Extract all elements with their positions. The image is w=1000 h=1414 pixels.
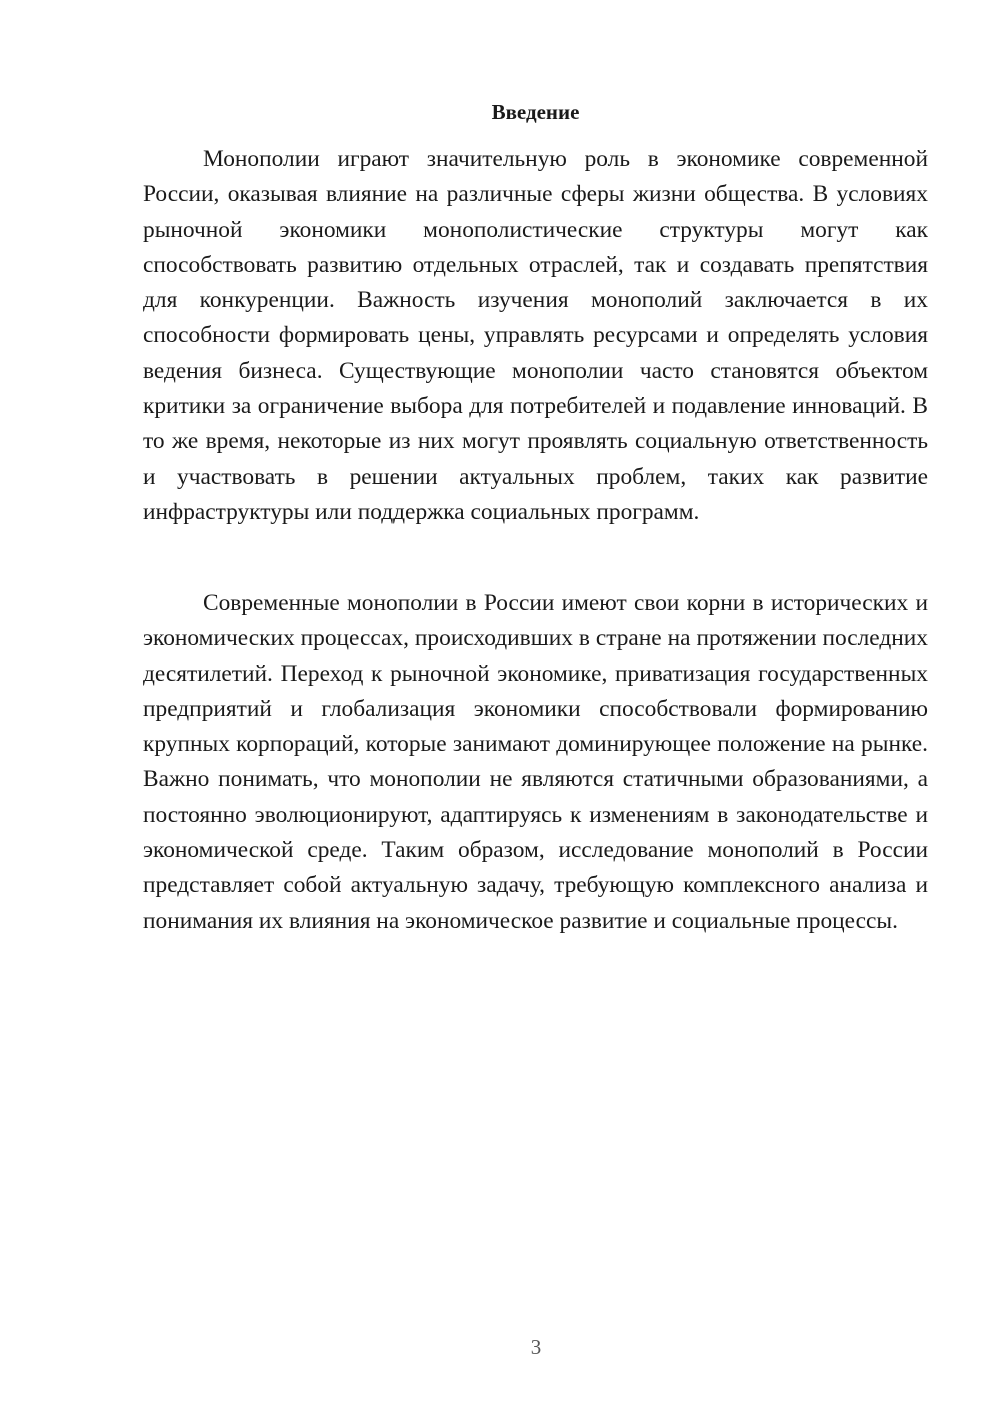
paragraph-1: Монополии играют значительную роль в экономике современной России, оказывая влияние на различные сферы жизни общества. В условиях рыночной экономики монополистические структуры могут как способствовать развитию отдельных отраслей, так и создавать препятствия для конкуренции. Важность изучения монополий заключается в их способности формировать цены, управлять ресурсами и определять условия ведения бизнеса. Существующие монополии часто становятся объектом критики за ограничение выбора для потребителей и подавление инноваций. В то же время, некоторые из них могут проявлять социальную ответственность и участвовать в решении актуальных проблем, таких как развитие инфраструктуры или поддержка социальных программ.: [143, 146, 928, 525]
paragraph-2: Современные монополии в России имеют свои корни в исторических и экономических процессах, происходивших в стране на протяжении последних десятилетий. Переход к рыночной экономике, приватизация государственных предприятий и глобализация экономики способствовали формированию крупных корпораций, которые занимают доминирующее положение на рынке. Важно понимать, что монополии не являются статичными образованиями, а постоянно эволюционируют, адаптируясь к изменениям в законодательстве и экономической среде. Таким образом, исследование монополий в России представляет собой актуальную задачу, требующую комплексного анализа и понимания их влияния на экономическое развитие и социальные процессы.: [143, 590, 928, 934]
section-heading: Введение: [491, 100, 580, 124]
page-number: 3: [530, 1335, 542, 1359]
